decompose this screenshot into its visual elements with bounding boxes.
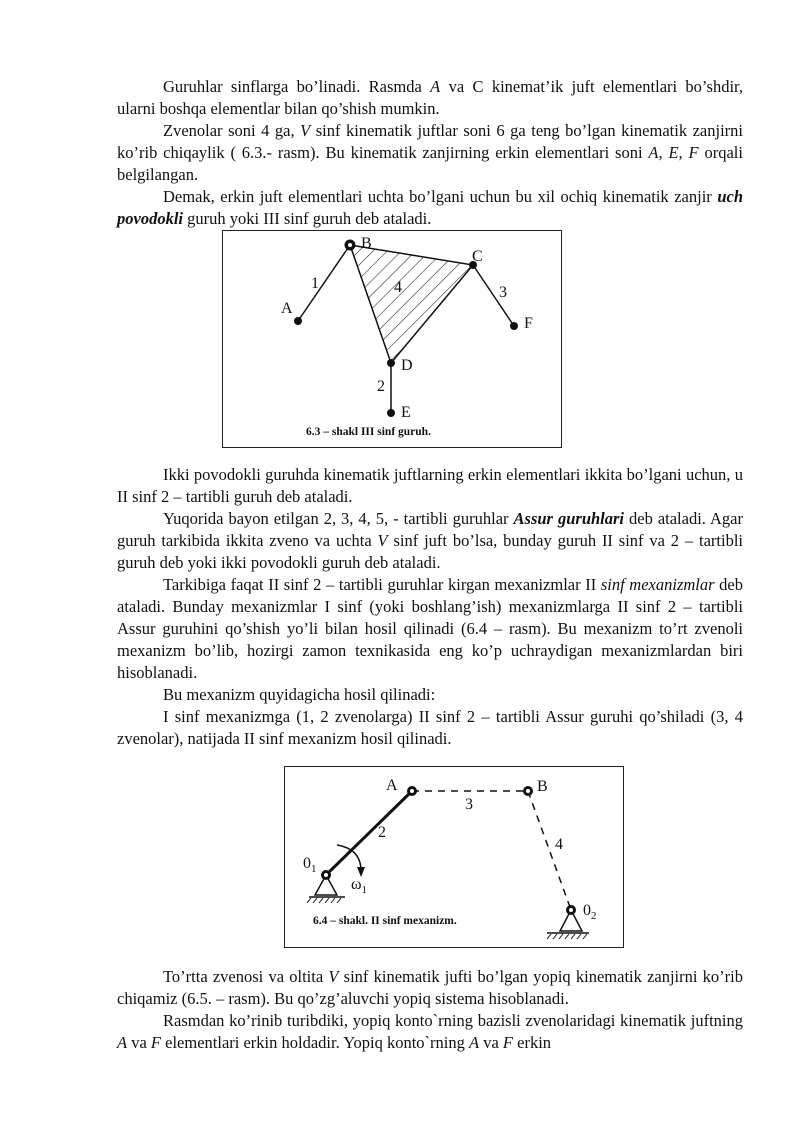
joint-e	[387, 409, 395, 417]
text-run: va	[127, 1033, 151, 1052]
text-run: erkin	[513, 1033, 552, 1052]
text-block-middle	[117, 464, 743, 750]
text-run: sinf kinematik juftlar soni 6 ga teng bo’lgan kinematik zanjirni ko’rib chiqaylik ( 6.3.- rasm). Bu kinematik zanjirning erkin elementlari soni	[117, 121, 743, 162]
label-a: A	[281, 300, 293, 317]
text-run: Assur guruhlari	[513, 509, 625, 528]
text-run: orqali belgilangan.	[117, 143, 743, 184]
figure-6-4-drawing	[285, 767, 623, 947]
joint-d	[387, 359, 395, 367]
text-run: F	[150, 1033, 162, 1052]
text-run: uch povodokli	[117, 187, 743, 228]
text-run: V	[300, 121, 311, 140]
text-run: sinf juft bo’lsa, bunday guruh II sinf va 2 – tartibli guruh deb yoki ikki povodokli guruh deb ataladi.	[117, 531, 744, 572]
label-link-1: 1	[311, 275, 319, 292]
label-o2: $0_2$	[583, 902, 597, 922]
text-run: F	[502, 1033, 513, 1052]
text-run: Yuqorida bayon etilgan 2, 3, 4, 5, - tartibli guruhlar	[163, 509, 514, 528]
text-run: To’rtta zvenosi va oltita	[163, 967, 329, 986]
text-run: va C kinemat’ik juft elementlari bo’shdir, ularni boshqa elementlar bilan qo’shish mumkin.	[117, 77, 743, 118]
text-run: sinf mexanizmlar	[600, 575, 715, 594]
label-b: B	[537, 778, 548, 795]
text-run: deb ataladi. Bunday mexanizmlar I sinf (yoki boshlang’ish) mexanizmlarga II sinf 2 – tartibli Assur guruhini qo’shish yo’li bilan hosil qilinadi (6.4 – rasm). Bu mexanizm to’rt zvenoli mexanizm bo’lib, hozirgi zamon texnikasida eng ko’p uchraydigan mexanizmlardan biri hisoblanadi.	[117, 575, 743, 682]
label-f: F	[524, 315, 533, 332]
text-run: Zvenolar soni 4 ga,	[163, 121, 301, 140]
text-run: A	[468, 1033, 480, 1052]
label-link-4: 4	[394, 279, 402, 296]
text-run: A, E, F	[648, 143, 699, 162]
paragraph	[117, 186, 743, 230]
figure-6-3-drawing	[223, 231, 561, 447]
paragraph	[117, 706, 743, 750]
paragraph	[117, 508, 743, 574]
paragraph	[117, 684, 743, 706]
text-run: Demak, erkin juft elementlari uchta bo’lgani uchun bu xil ochiq kinematik zanjir	[163, 187, 718, 206]
text-run: deb ataladi. Agar guruh tarkibida ikkita zveno va uchta	[117, 509, 743, 550]
text-run: sinf kinematik jufti bo’lgan yopiq kinematik zanjirni ko’rib chiqamiz (6.5. – rasm). Bu qo’zg’aluvchi yopiq sistema hisoblanadi.	[117, 967, 743, 1008]
text-run: V	[377, 531, 388, 550]
text-run: A	[430, 77, 441, 96]
text-run: Tarkibiga faqat II sinf 2 – tartibli guruhlar kirgan mexanizmlar II	[163, 575, 601, 594]
paragraph	[117, 120, 743, 186]
joint-a	[294, 317, 302, 325]
crank-link-2	[326, 791, 412, 875]
label-c: C	[472, 248, 483, 265]
text-run: V	[328, 967, 339, 986]
rocker-link-4	[528, 791, 571, 910]
figure-6-3-caption: 6.3 – shakl III sinf guruh.	[306, 426, 431, 438]
label-e: E	[401, 404, 411, 421]
text-run: va	[479, 1033, 503, 1052]
label-d: D	[401, 357, 413, 374]
text-run: Ikki povodokli guruhda kinematik juftlarning erkin elementlari ikkita bo’lgani uchun, u II sinf 2 – tartibli guruh deb ataladi.	[117, 465, 743, 506]
label-link-2: 2	[378, 824, 386, 841]
text-run: Rasmdan ko’rinib turibdiki, yopiq konto`rning bazisli zvenolaridagi kinematik juftning	[163, 1011, 743, 1030]
label-b: B	[361, 235, 372, 252]
figure-6-4-caption: 6.4 – shakl. II sinf mexanizm.	[313, 915, 457, 927]
text-block-top	[117, 76, 743, 230]
paragraph	[117, 574, 743, 684]
paragraph	[117, 464, 743, 508]
label-link-3: 3	[499, 284, 507, 301]
figure-6-4	[284, 766, 624, 948]
paragraph	[117, 1010, 743, 1054]
label-omega: $\omega_1$	[351, 876, 368, 896]
label-link-4: 4	[555, 836, 563, 853]
label-link-3: 3	[465, 796, 473, 813]
joint-f	[510, 322, 518, 330]
text-run: Guruhlar sinflarga bo’linadi. Rasmda	[163, 77, 431, 96]
text-run: I sinf mexanizmga (1, 2 zvenolarga) II sinf 2 – tartibli Assur guruhi qo’shiladi (3, 4 zvenolar), natijada II sinf mexanizm hosil qilinadi.	[117, 707, 743, 748]
text-run: Bu mexanizm quyidagicha hosil qilinadi:	[163, 685, 436, 704]
paragraph	[117, 966, 743, 1010]
label-a: A	[386, 777, 398, 794]
label-o1: $0_1$	[303, 855, 317, 875]
link-4-triangle	[350, 245, 473, 363]
link-1-line	[298, 245, 350, 321]
text-run: guruh yoki III sinf guruh deb ataladi.	[183, 209, 432, 228]
link-3-line	[473, 265, 514, 326]
text-block-bottom	[117, 966, 743, 1054]
label-link-2: 2	[377, 378, 385, 395]
figure-6-3	[222, 230, 562, 448]
text-run: A	[117, 1033, 128, 1052]
text-run: elementlari erkin holdadir. Yopiq konto`rning	[161, 1033, 469, 1052]
paragraph	[117, 76, 743, 120]
